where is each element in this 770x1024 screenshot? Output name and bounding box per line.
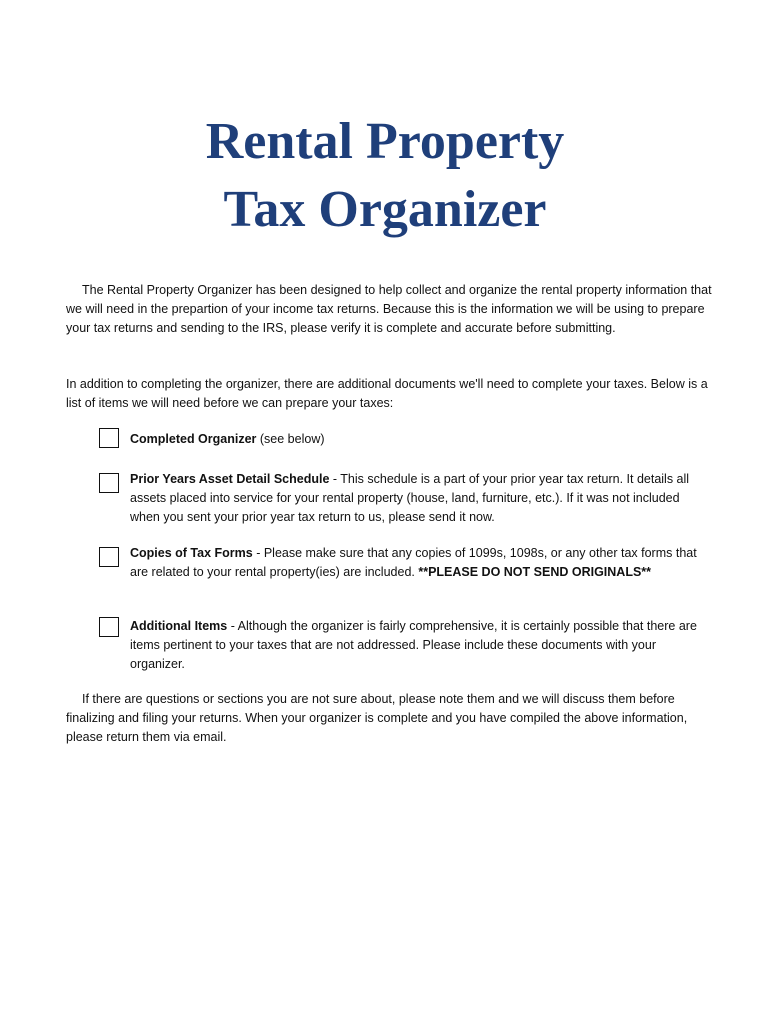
checkbox[interactable] bbox=[99, 617, 119, 637]
checklist-item-text bbox=[130, 544, 705, 582]
document-title bbox=[0, 108, 770, 244]
checklist-item-text bbox=[130, 470, 705, 527]
checklist-item-title: Copies of Tax Forms bbox=[130, 546, 253, 560]
checkbox[interactable] bbox=[99, 473, 119, 493]
checklist-item-description: - Please make sure that any copies of 1099s, 1098s, or any other tax forms that are related to your rental property(ies) are included. bbox=[130, 546, 697, 579]
checklist-item-description: (see below) bbox=[256, 432, 325, 446]
checklist-item-warning: **PLEASE DO NOT SEND ORIGINALS** bbox=[418, 565, 652, 579]
checklist-item-title: Prior Years Asset Detail Schedule bbox=[130, 472, 330, 486]
intro-paragraph: The Rental Property Organizer has been designed to help collect and organize the rental property information that we will need in the prepartion of your income tax returns. Because this is the information we will be using to prepare your tax returns and sending to the IRS, please verify it is complete and accurate before submitting. bbox=[66, 283, 712, 335]
checkbox[interactable] bbox=[99, 428, 119, 448]
checklist-item-title: Completed Organizer bbox=[130, 432, 257, 446]
checkbox[interactable] bbox=[99, 547, 119, 567]
additional-documents-paragraph: In addition to completing the organizer, there are additional documents we'll need to complete your taxes. Below is a list of items we will need before we can prepare your taxes: bbox=[66, 377, 708, 410]
checklist-item-title: Additional Items bbox=[130, 619, 228, 633]
title-line-2: Tax Organizer bbox=[223, 181, 547, 238]
checklist-item-description: - Although the organizer is fairly comprehensive, it is certainly possible that there are items pertinent to your taxes that are not addressed. Please include these documents with your organizer. bbox=[130, 619, 697, 671]
closing-paragraph: If there are questions or sections you are not sure about, please note them and we will discuss them before finalizing and filing your returns. When your organizer is complete and you have compiled the above information, please return them via email. bbox=[66, 692, 688, 744]
title-line-1: Rental Property bbox=[205, 113, 565, 170]
checklist-item-description: - This schedule is a part of your prior year tax return. It details all assets placed into service for your rental property (house, land, furniture, etc.). If it was not included when you sent your prior year tax return to us, please send it now. bbox=[130, 472, 690, 524]
checklist-item-text bbox=[130, 617, 705, 674]
checklist-item-text bbox=[130, 430, 705, 449]
